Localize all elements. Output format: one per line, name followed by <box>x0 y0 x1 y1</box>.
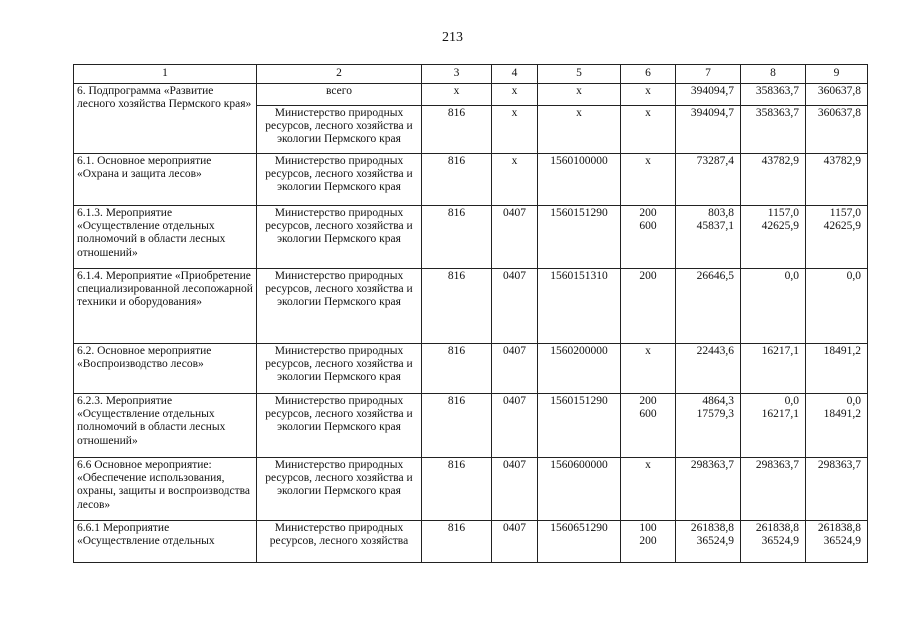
rzpr-cell: 0407 <box>492 394 538 458</box>
rzpr-cell: 0407 <box>492 269 538 344</box>
csr-cell: х <box>538 106 621 154</box>
vr-cell: х <box>621 344 676 394</box>
amount-cell: 298363,7 <box>741 458 806 521</box>
grbs-cell: х <box>422 84 492 106</box>
table-header <box>74 65 868 84</box>
column-header: 5 <box>538 65 621 84</box>
table-row <box>74 206 868 269</box>
amount-cell: 43782,9 <box>806 154 868 206</box>
vr-cell: х <box>621 106 676 154</box>
amount-cell: 394094,7 <box>676 84 741 106</box>
organization-cell: Министерство природных ресурсов, лесного хозяйства и экологии Пермского края <box>257 344 422 394</box>
column-header: 6 <box>621 65 676 84</box>
rzpr-cell: 0407 <box>492 206 538 269</box>
table-row <box>74 458 868 521</box>
column-header: 9 <box>806 65 868 84</box>
rzpr-cell: 0407 <box>492 521 538 563</box>
organization-cell: Министерство природных ресурсов, лесного хозяйства и экологии Пермского края <box>257 206 422 269</box>
grbs-cell: 816 <box>422 458 492 521</box>
grbs-cell: 816 <box>422 206 492 269</box>
csr-cell: х <box>538 84 621 106</box>
amount-cell: 298363,7 <box>676 458 741 521</box>
amount-cell: 0,0 <box>741 269 806 344</box>
csr-cell: 1560100000 <box>538 154 621 206</box>
activity-name: 6.2.3. Мероприятие «Осуществление отдельных полномочий в области лесных отношений» <box>74 394 257 458</box>
page-number: 213 <box>442 30 463 45</box>
vr-cell: 100 200 <box>621 521 676 563</box>
column-header: 7 <box>676 65 741 84</box>
amount-cell: 16217,1 <box>741 344 806 394</box>
amount-cell: 4864,3 17579,3 <box>676 394 741 458</box>
column-header: 1 <box>74 65 257 84</box>
rzpr-cell: х <box>492 106 538 154</box>
grbs-cell: 816 <box>422 269 492 344</box>
amount-cell: 22443,6 <box>676 344 741 394</box>
csr-cell: 1560151290 <box>538 206 621 269</box>
organization-cell: Министерство природных ресурсов, лесного хозяйства и экологии Пермского края <box>257 269 422 344</box>
amount-cell: 1157,0 42625,9 <box>741 206 806 269</box>
amount-cell: 358363,7 <box>741 84 806 106</box>
rzpr-cell: 0407 <box>492 344 538 394</box>
activity-name: 6.2. Основное мероприятие «Воспроизводство лесов» <box>74 344 257 394</box>
table-row <box>74 154 868 206</box>
grbs-cell: 816 <box>422 521 492 563</box>
grbs-cell: 816 <box>422 106 492 154</box>
column-header: 3 <box>422 65 492 84</box>
table-row <box>74 394 868 458</box>
amount-cell: 360637,8 <box>806 106 868 154</box>
activity-name: 6. Подпрограмма «Развитие лесного хозяйства Пермского края» <box>74 84 257 154</box>
amount-cell: 73287,4 <box>676 154 741 206</box>
activity-name: 6.1.3. Мероприятие «Осуществление отдельных полномочий в области лесных отношений» <box>74 206 257 269</box>
organization-cell: Министерство природных ресурсов, лесного хозяйства и экологии Пермского края <box>257 154 422 206</box>
amount-cell: 43782,9 <box>741 154 806 206</box>
csr-cell: 1560600000 <box>538 458 621 521</box>
amount-cell: 298363,7 <box>806 458 868 521</box>
amount-cell: 261838,8 36524,9 <box>806 521 868 563</box>
amount-cell: 0,0 18491,2 <box>806 394 868 458</box>
csr-cell: 1560151290 <box>538 394 621 458</box>
vr-cell: х <box>621 84 676 106</box>
column-header: 2 <box>257 65 422 84</box>
table-row <box>74 521 868 563</box>
vr-cell: х <box>621 458 676 521</box>
activity-name: 6.6.1 Мероприятие «Осуществление отдельных <box>74 521 257 563</box>
table-row <box>74 344 868 394</box>
amount-cell: 803,8 45837,1 <box>676 206 741 269</box>
organization-cell: Министерство природных ресурсов, лесного хозяйства и экологии Пермского края <box>257 106 422 154</box>
vr-cell: 200 <box>621 269 676 344</box>
column-header: 8 <box>741 65 806 84</box>
table-row <box>74 269 868 344</box>
csr-cell: 1560151310 <box>538 269 621 344</box>
organization-cell: Министерство природных ресурсов, лесного хозяйства и экологии Пермского края <box>257 394 422 458</box>
amount-cell: 0,0 16217,1 <box>741 394 806 458</box>
column-header: 4 <box>492 65 538 84</box>
rzpr-cell: 0407 <box>492 458 538 521</box>
csr-cell: 1560200000 <box>538 344 621 394</box>
organization-cell: всего <box>257 84 422 106</box>
amount-cell: 360637,8 <box>806 84 868 106</box>
amount-cell: 261838,8 36524,9 <box>741 521 806 563</box>
vr-cell: 200 600 <box>621 206 676 269</box>
rzpr-cell: х <box>492 84 538 106</box>
amount-cell: 261838,8 36524,9 <box>676 521 741 563</box>
amount-cell: 394094,7 <box>676 106 741 154</box>
grbs-cell: 816 <box>422 154 492 206</box>
amount-cell: 358363,7 <box>741 106 806 154</box>
budget-table <box>73 64 868 563</box>
amount-cell: 26646,5 <box>676 269 741 344</box>
activity-name: 6.1.4. Мероприятие «Приобретение специализированной лесопожарной техники и оборудования» <box>74 269 257 344</box>
grbs-cell: 816 <box>422 344 492 394</box>
csr-cell: 1560651290 <box>538 521 621 563</box>
organization-cell: Министерство природных ресурсов, лесного хозяйства и экологии Пермского края <box>257 458 422 521</box>
amount-cell: 1157,0 42625,9 <box>806 206 868 269</box>
table-row <box>74 84 868 106</box>
rzpr-cell: х <box>492 154 538 206</box>
grbs-cell: 816 <box>422 394 492 458</box>
activity-name: 6.1. Основное мероприятие «Охрана и защита лесов» <box>74 154 257 206</box>
organization-cell: Министерство природных ресурсов, лесного хозяйства <box>257 521 422 563</box>
activity-name: 6.6 Основное мероприятие: «Обеспечение использования, охраны, защиты и воспроизводства лесов» <box>74 458 257 521</box>
amount-cell: 18491,2 <box>806 344 868 394</box>
vr-cell: 200 600 <box>621 394 676 458</box>
vr-cell: х <box>621 154 676 206</box>
amount-cell: 0,0 <box>806 269 868 344</box>
